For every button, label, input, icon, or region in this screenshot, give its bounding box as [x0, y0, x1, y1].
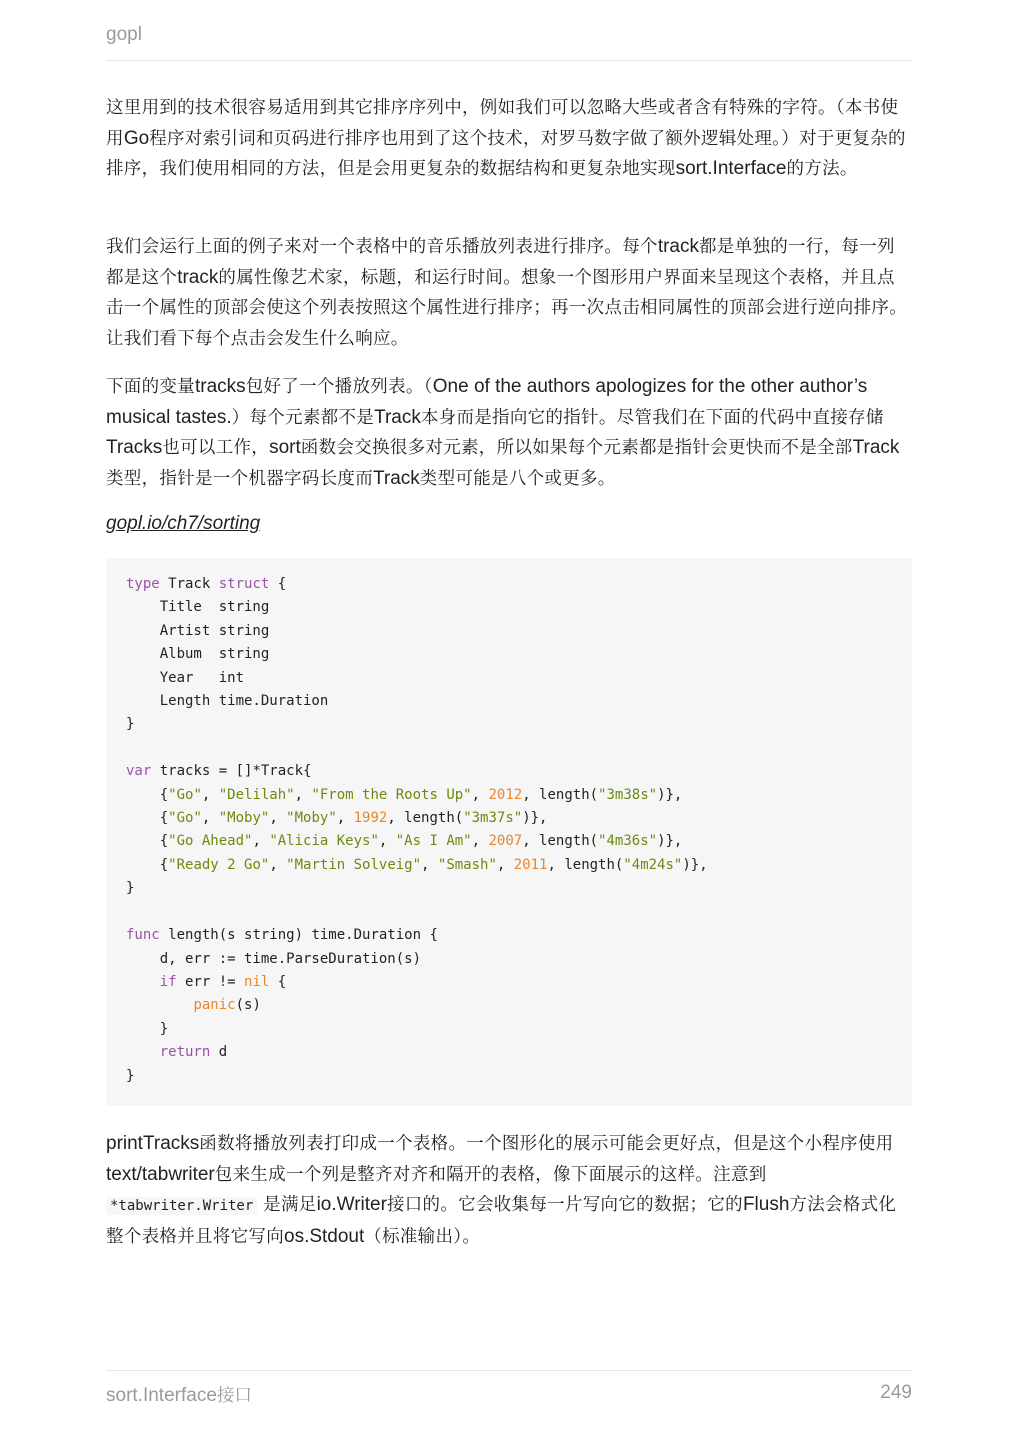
code-decl: tracks = []*Track{ [159, 763, 312, 780]
footer-section-cjk: 接口 [216, 1386, 252, 1406]
code-field: Artist string [159, 622, 270, 639]
p4-text-j: 方法会格式化整个表格并且将它写向 [106, 1195, 897, 1247]
code-field: Year int [159, 669, 245, 686]
code-keyword: var [126, 763, 152, 780]
code-string: "Delilah" [218, 786, 295, 803]
p3-text-h: Tracks [106, 437, 163, 458]
paragraph-playlist [106, 232, 912, 354]
code-string: "4m36s" [598, 833, 658, 850]
p4-text-d: 包来生成一个列是整齐对齐和隔开的表格，像下面展示的这样。注意到 [214, 1164, 767, 1185]
code-number: 2007 [488, 833, 523, 850]
code-punct: } [126, 1067, 135, 1084]
p1-text-a: 这里用到的技术很容易适用到其它排序序列中，例如我们可以忽略大些或者含有特殊的字符。（本书使用 [106, 98, 899, 149]
code-string: "Ready 2 Go" [168, 856, 270, 873]
p3-text-o: 类型可能是八个或更多。 [419, 468, 616, 489]
p1-text-d: sort.Interface [675, 158, 787, 179]
code-ident: Track [168, 576, 211, 592]
p3-text-k: 函数会交换很多对元素，所以如果每个元素都是指针会更快而不是全部 [300, 438, 853, 458]
code-keyword: type [126, 576, 160, 592]
code-string: "As I Am" [395, 833, 472, 850]
code-nil: nil [244, 973, 270, 990]
code-number: 2012 [488, 786, 523, 803]
p3-text-c: 包好了一个播放列表。（ [245, 377, 433, 397]
p4-text-g: io.Writer [316, 1194, 387, 1215]
code-keyword: return [159, 1044, 211, 1061]
p3-text-d: One of the authors apologizes for the other author’s musical tastes. [106, 376, 868, 428]
code-condition: err != [185, 973, 236, 990]
code-string: "Smash" [437, 856, 497, 873]
p1-text-e: 的方法。 [786, 159, 858, 179]
code-punct: } [126, 716, 135, 733]
p4-text-b: 函数将播放列表打印成一个表格。一个图形化的展示可能会更好点，但是这个小程序使用 [199, 1134, 894, 1154]
p3-text-i: 也可以工作， [162, 438, 270, 458]
p4-text-i: Flush [742, 1194, 790, 1215]
code-args: (s) [235, 997, 261, 1014]
code-string: "4m24s" [623, 856, 683, 873]
code-listing: type Track struct { Title string Artist string Album string Year int Length time.Duration } var tracks = []*Track{ {"Go", "Delilah", "From the Roots Up", 2012, length("3m38s")}, {"Go", "Moby", "Moby", 1992, length("3m37s")}, {"Go Ahead", "Alicia Keys", "As I Am", 2007, length("4m36s")}, {"Ready 2 Go", "Martin Solveig", "Smash", 2011, length("4m24s")}, } func length(s string) time.Duration { d, err := time.ParseDuration(s) if err != nil { panic(s) } return d } [126, 576, 708, 1084]
code-string: "Alicia Keys" [269, 833, 379, 850]
book-title: gopl [106, 24, 142, 45]
p2-text-c: 都是单独的一行，每一列都是这个 [106, 237, 895, 288]
p2-text-d: track [177, 266, 219, 288]
footer-divider [106, 1370, 912, 1371]
p3-text-f: Track [374, 406, 421, 428]
p4-text-c: text/tabwriter [106, 1163, 215, 1185]
code-keyword: if [159, 973, 177, 990]
p4-text-f: 是满足 [257, 1195, 317, 1215]
code-string: "Go" [168, 786, 202, 803]
code-keyword: struct [218, 576, 270, 592]
code-keyword: func [126, 927, 160, 944]
code-string: "Moby" [218, 810, 270, 827]
code-field: Length time.Duration [159, 693, 329, 710]
code-field: Album string [159, 646, 270, 663]
p3-text-b: tracks [195, 376, 246, 397]
page-number: 249 [880, 1382, 912, 1403]
footer-section-latin: sort.Interface [106, 1385, 217, 1406]
paragraph-technique [106, 93, 912, 185]
code-string: "Go" [168, 810, 202, 827]
p3-text-n: Track [373, 467, 420, 489]
paragraph-tracks-variable [106, 372, 912, 494]
code-builtin: panic [193, 997, 236, 1014]
p3-text-a: 下面的变量 [106, 377, 195, 397]
code-string: "From the Roots Up" [311, 786, 472, 803]
p4-text-l: （标准输出）。 [364, 1226, 481, 1247]
code-statement: d, err := time.ParseDuration(s) [159, 950, 422, 967]
code-string: "Go Ahead" [168, 833, 253, 850]
code-number: 2011 [513, 856, 548, 873]
p4-text-h: 接口的。它会收集每一片写向它的数据；它的 [386, 1195, 743, 1215]
p2-text-b: track [657, 236, 699, 257]
footer-section-title [106, 1382, 252, 1407]
code-string: "3m37s" [463, 810, 523, 827]
code-string: "Moby" [286, 810, 337, 827]
code-string: "3m38s" [598, 786, 658, 803]
p1-text-c: 程序对索引词和页码进行排序也用到了这个技术，对罗马数字做了额外逻辑处理。）对于更复杂的排序，我们使用相同的方法，但是会用更复杂的数据结构和更复杂地实现 [106, 128, 906, 179]
header-divider [106, 60, 912, 61]
p2-text-a: 我们会运行上面的例子来对一个表格中的音乐播放列表进行排序。每个 [106, 237, 658, 257]
p3-text-e: ）每个元素都不是 [231, 407, 375, 428]
source-link[interactable]: gopl.io/ch7/sorting [106, 513, 261, 534]
p1-text-b: Go [123, 127, 150, 149]
code-string: "Martin Solveig" [286, 856, 422, 873]
p4-text-a: printTracks [106, 1133, 200, 1154]
p3-text-l: Track [852, 437, 900, 458]
code-punct: { [277, 576, 287, 592]
code-func-signature: length(s string) time.Duration { [168, 927, 438, 944]
p4-inline-code: *tabwriter.Writer [106, 1197, 257, 1215]
p2-text-e: 的属性像艺术家，标题，和运行时间。想象一个图形用户界面来呈现这个表格，并且点击一个属性的顶部会使这个列表按照这个属性进行排序；再一次点击相同属性的顶部会进行逆向排序。让我们看下每个点击会发生什么响应。 [106, 267, 907, 349]
code-ident: d [218, 1044, 228, 1061]
paragraph-printtracks [106, 1129, 912, 1252]
p3-text-g: 本身而是指向它的指针。尽管我们在下面的代码中直接存储 [420, 407, 884, 428]
code-punct: } [126, 880, 135, 897]
code-block [106, 558, 912, 1106]
p4-text-k: os.Stdout [284, 1225, 365, 1247]
code-field: Title string [159, 599, 270, 616]
p3-text-j: sort [269, 437, 301, 458]
code-number: 1992 [353, 810, 388, 827]
p3-text-m: 类型，指针是一个机器字码长度而 [106, 468, 373, 489]
